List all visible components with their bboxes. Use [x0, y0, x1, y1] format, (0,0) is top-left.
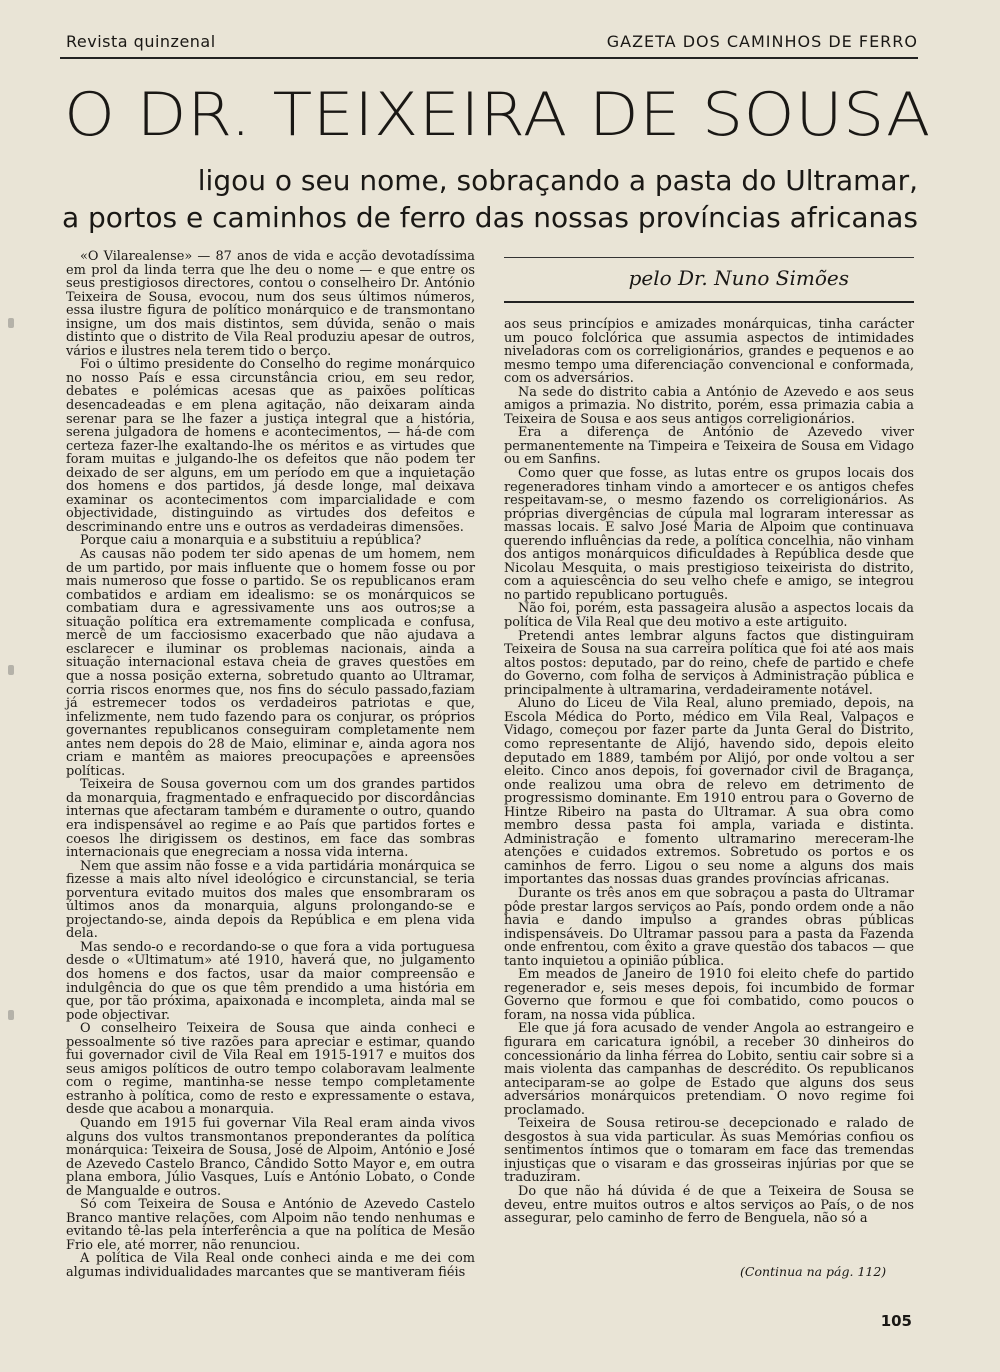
paragraph: Quando em 1915 fui governar Vila Real eram ainda vivos alguns dos vultos transmontanos preponderantes da política monárquica: Teixeira de Sousa, José de Alpoim, António e José de Azevedo Castelo Branco, Cândido Sotto Mayor e, em outra plana embora, Júlio Vasques, Luís e António Lobato, o Conde de Mangualde e outros. — [66, 1116, 475, 1199]
byline: pelo Dr. Nuno Simões — [628, 266, 849, 290]
paragraph: «O Vilarealense» — 87 anos de vida e acção devotadíssima em prol da linda terra que lhe deu o nome — e que entre os seus prestigiosos directores, contou o conselheiro Dr. António Teixeira de Sousa, evocou, num dos seus últimos números, essa ilustre figura de político monárquico e de transmontano insigne, um dos mais distintos, sem dúvida, senão o mais distinto que o distrito de Vila Real produziu apesar de outros, vários e ilustres nela terem tido o berço. — [66, 249, 475, 359]
paragraph: As causas não podem ter sido apenas de um homem, nem de um partido, por mais influente que o homem fosse ou por mais numeroso que fosse o partido. Se os republicanos eram combatidos e ardiam em idealismo: se os monárquicos se combatiam dura e agressivamente uns aos outros;se a situação política era extremamente complicada e confusa, mercê de um facciosismo exacerbado que não ajudava a esclarecer e iluminar os problemas nacionais, ainda a situação internacional estava cheia de graves questões em que a nossa posição externa, sobretudo quanto ao Ultramar, corria riscos enormes que, nos fins do século passado,faziam já estremecer todos os verdadeiros patriotas e que, infelizmente, nem tudo fazendo para os conjurar, os próprios governantes republicanos conseguiram completamente nem antes nem depois do 28 de Maio, eliminar e, ainda agora nos criam e mantêm as maiores preocupações e apreensões políticas. — [66, 547, 475, 779]
paragraph: Como quer que fosse, as lutas entre os grupos locais dos regeneradores tinham vindo a amortecer e os antigos chefes respeitavam-se, o mesmo fazendo os correligionários. As próprias divergências de cúpula mal lograram interessar as massas locais. E salvo José Maria de Alpoim que continuava querendo influências da rede, a política concelhia, não vinham dos antigos monárquicos dificuldades à República desde que Nicolau Mesquita, o mais prestigioso teixeirista do distrito, com a aquiescência do seu velho chefe e amigo, se integrou no partido republicano português. — [504, 466, 914, 603]
binding-hole-mark — [8, 665, 14, 675]
paragraph: Pretendi antes lembrar alguns factos que distinguiram Teixeira de Sousa na sua carreira política que foi até aos mais altos postos: deputado, par do reino, chefe de partido e chefe do Governo, com folha de serviços à Administração pública e principalmente à ultramarina, verdadeiramente notável. — [504, 628, 914, 698]
byline-rule-bottom — [504, 301, 914, 303]
article-title: O DR. TEIXEIRA DE SOUSA — [64, 80, 931, 150]
byline-rule-top — [504, 257, 914, 258]
paragraph: Do que não há dúvida é de que a Teixeira de Sousa se deveu, entre muitos outros e altos serviços ao País, o de nos assegurar, pelo caminho de ferro de Benguela, não só a — [504, 1184, 914, 1227]
paragraph: A política de Vila Real onde conheci ainda e me dei com algumas individualidades marcantes que se mantiveram fiéis — [66, 1251, 475, 1281]
paragraph: Foi o último presidente do Conselho do regime monárquico no nosso País e essa circunstância criou, em seu redor, debates e polémicas acesas que as paixões políticas desencadeadas e em plena agitação, não deixaram ainda serenar para se lhe fazer a justiça integral que a história, serena julgadora de homens e acontecimentos, — há-de com certeza fazer-lhe exaltando-lhe os méritos e as virtudes que foram muitas e julgando-lhe os defeitos que não podem ter deixado de ser alguns, em um período em que a inquietação dos homens e dos partidos, já desde longe, mal deixava examinar os acontecimentos com imparcialidade e com objectividade, distinguindo as virtudes dos defeitos e descriminando entre uns e outros as verdadeiras dimensões. — [66, 357, 475, 535]
paragraph: Durante os três anos em que sobraçou a pasta do Ultramar pôde prestar largos serviços ao País, pondo ordem onde a não havia e dando impulso a grandes obras públicas indispensáveis. Do Ultramar passou para a pasta da Fazenda onde enfrentou, com êxito a grave questão dos tabacos — que tanto inquietou a opinião pública. — [504, 885, 914, 969]
article-subtitle — [62, 162, 918, 236]
paragraph: Só com Teixeira de Sousa e António de Azevedo Castelo Branco mantive relações, com Alpoim não tendo nenhumas e evitando tê-las pela interferência a que na política de Mesão Frio ele, até morrer, não renunciou. — [66, 1197, 475, 1253]
paragraph: Na sede do distrito cabia a António de Azevedo e aos seus amigos a primazia. No distrito, porém, essa primazia cabia a Teixeira de Sousa e aos seus antigos correligionários. — [504, 384, 914, 427]
left-column — [66, 250, 475, 1280]
paragraph: Em meados de Janeiro de 1910 foi eleito chefe do partido regenerador e, seis meses depois, foi incumbido de formar Governo que formou e que foi combatido, como poucos o foram, na nossa vida pública. — [504, 967, 914, 1023]
right-column — [504, 318, 914, 1226]
running-header — [66, 30, 918, 54]
subtitle-line-2: a portos e caminhos de ferro das nossas províncias africanas — [61, 201, 918, 234]
publication-title: GAZETA DOS CAMINHOS DE FERRO — [606, 32, 918, 51]
paragraph: Ele que já fora acusado de vender Angola ao estrangeiro e figurara em caricatura ignóbil, a receber 30 dinheiros do concessionário da linha férrea do Lobito, sentiu cair sobre si a mais violenta das campanhas de descrédito. Os republicanos anteciparam-se ao golpe de Estado que alguns dos seus adversários monárquicos pretendiam. O novo regime foi proclamado. — [504, 1021, 914, 1118]
paragraph: Mas sendo-o e recordando-se o que fora a vida portuguesa desde o «Ultimatum» até 1910, haverá que, no julgamento dos homens e dos factos, usar da maior compreensão e indulgência do que os que têm prendido a uma história em que, por tão próxima, apaixonada e incompleta, ainda mal se pode objectivar. — [66, 939, 475, 1023]
paragraph: aos seus princípios e amizades monárquicas, tinha carácter um pouco folclórica que assumia aspectos de intimidades niveladoras com os correligionários, grandes e pequenos e ao mesmo tempo uma diferenciação convencional e conformada, com os adversários. — [504, 317, 914, 387]
paragraph: Teixeira de Sousa retirou-se decepcionado e ralado de desgostos à sua vida particular. Às suas Memórias confiou os sentimentos íntimos que o tomaram em face das tremendas injustiças que o visaram e das grosseiras injúrias por que se traduziram. — [504, 1116, 914, 1186]
paragraph: Aluno do Liceu de Vila Real, aluno premiado, depois, na Escola Médica do Porto, médico em Vila Real, Valpaços e Vidago, começou por fazer parte da Junta Geral do Distrito, como representante de Alijó, havendo sido, depois eleito deputado em 1889, também por Alijó, por onde voltou a ser eleito. Cinco anos depois, foi governador civil de Bragança, onde realizou uma obra de relevo em detrimento de progressismo dominante. Em 1910 entrou para o Governo de Hintze Ribeiro na pasta do Ultramar. A sua obra como membro dessa pasta foi ampla, variada e distinta. Administração e fomento ultramarino mereceram-lhe atenções e cuidados extremos. Sobretudo os portos e os caminhos de ferro. Ligou o seu nome a alguns dos mais importantes das nossas duas grandes províncias africanas. — [504, 696, 914, 888]
binding-hole-mark — [8, 318, 14, 328]
publication-frequency: Revista quinzenal — [66, 32, 216, 51]
paragraph: Porque caiu a monarquia e a substituiu a república? — [80, 533, 422, 549]
continued-note: (Continua na pág. 112) — [740, 1264, 887, 1279]
paragraph: O conselheiro Teixeira de Sousa que ainda conheci e pessoalmente só tive razões para apreciar e estimar, quando fui governador civil de Vila Real em 1915-1917 e muitos dos seus amigos políticos de outro tempo colaboravam lealmente com o regime, mantinha-se nesse tempo completamente estranho à política, como de resto e expressamente o estava, desde que acabou a monarquia. — [66, 1021, 475, 1118]
page-number: 105 — [880, 1312, 912, 1330]
paragraph: Era a diferença de António de Azevedo viver permanentemente na Timpeira e Teixeira de Sousa em Vidago ou em Sanfins. — [504, 425, 914, 468]
header-rule — [60, 57, 918, 59]
paragraph: Nem que assim não fosse e a vida partidária monárquica se fizesse a mais alto nível ideológico e circunstancial, se teria porventura evitado muitos dos males que ensombraram os últimos anos da monarquia, alguns prolongando-se e projectando-se, ainda depois da República e em plena vida dela. — [66, 858, 475, 942]
binding-hole-mark — [8, 1010, 14, 1020]
paragraph: Teixeira de Sousa governou com um dos grandes partidos da monarquia, fragmentado e enfraquecido por discordâncias internas que afectaram também e duramente o outro, quando era indispensável ao regime e ao País que partidos fortes e coesos lhe dirigissem os destinos, em face das sombras internacionais que enegreciam a nossa vida interna. — [66, 777, 475, 861]
subtitle-line-1: ligou o seu nome, sobraçando a pasta do Ultramar, — [197, 164, 918, 197]
paragraph: Não foi, porém, esta passageira alusão a aspectos locais da política de Vila Real que deu motivo a este artiguito. — [504, 601, 914, 631]
